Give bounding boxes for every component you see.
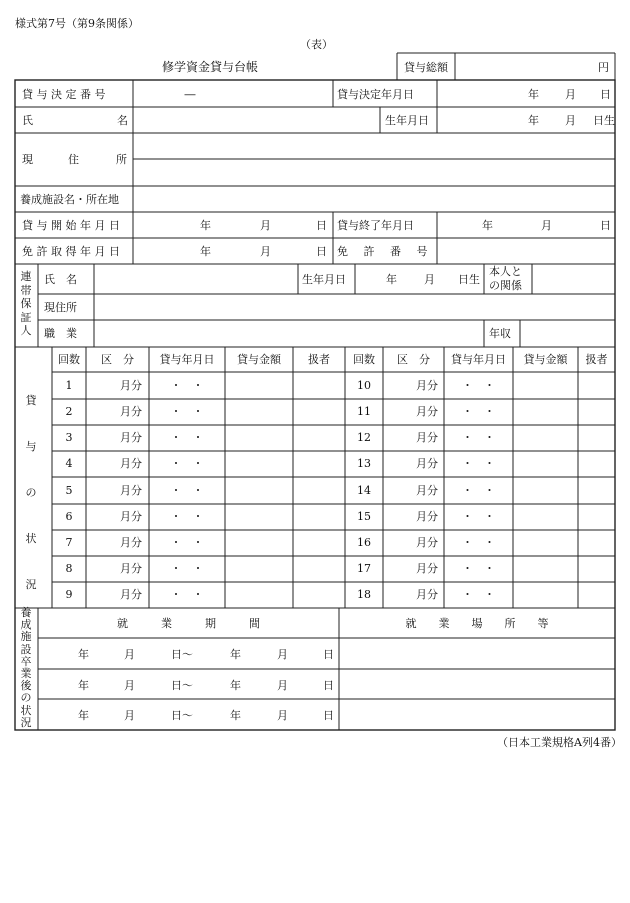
loan-end-month: 月 bbox=[541, 219, 552, 232]
loan-header-amount-right: 貸与金額 bbox=[523, 353, 568, 366]
birthdate-month: 月 bbox=[565, 114, 576, 127]
loan-row-number: 9 bbox=[65, 588, 73, 601]
period-start-day: 日〜 bbox=[171, 709, 193, 722]
loan-month-unit: 月分 bbox=[120, 562, 142, 575]
period-end-month: 月 bbox=[277, 648, 288, 661]
loan-month-unit: 月分 bbox=[416, 457, 438, 470]
employment-place-field[interactable] bbox=[340, 670, 614, 698]
guarantor-income-field[interactable] bbox=[521, 321, 614, 346]
employment-place-field[interactable] bbox=[340, 700, 614, 729]
loan-date-dots: ・ ・ bbox=[462, 588, 495, 601]
loan-row-number: 15 bbox=[357, 510, 371, 523]
loan-date-dots: ・ ・ bbox=[170, 510, 204, 523]
loan-date-dots: ・ ・ bbox=[462, 562, 495, 575]
license-number-label: 免 許 番 号 bbox=[337, 245, 434, 258]
guarantor-birth-month: 月 bbox=[424, 273, 435, 286]
after-graduation-side-label: 養 成 施 設 卒 業 後 の 状 況 bbox=[20, 606, 32, 729]
loan-row-number: 8 bbox=[65, 562, 73, 575]
loan-row-number: 3 bbox=[65, 431, 73, 444]
name-field[interactable] bbox=[134, 108, 379, 132]
birthdate-day: 日生 bbox=[593, 114, 615, 127]
loan-row-number: 10 bbox=[357, 379, 371, 392]
loan-date-dots: ・ ・ bbox=[462, 536, 495, 549]
loan-month-unit: 月分 bbox=[416, 379, 438, 392]
loan-row-number: 4 bbox=[65, 457, 73, 470]
facility-field[interactable] bbox=[134, 187, 614, 211]
decision-date-year: 年 bbox=[528, 88, 539, 101]
loan-start-year: 年 bbox=[200, 219, 211, 232]
guarantor-address-field[interactable] bbox=[95, 295, 614, 319]
loan-start-day: 日 bbox=[316, 219, 327, 232]
loan-month-unit: 月分 bbox=[416, 484, 438, 497]
loan-row-number: 5 bbox=[65, 484, 73, 497]
guarantor-side-label: 連 帯 保 証 人 bbox=[20, 270, 32, 337]
guarantor-birth-day: 日生 bbox=[458, 273, 480, 286]
guarantor-relation-label-1: 本人と bbox=[489, 265, 522, 278]
period-start-year: 年 bbox=[78, 679, 89, 692]
form-title: 修学資金貸与台帳 bbox=[161, 60, 258, 74]
address-label-left: 現 bbox=[22, 153, 33, 166]
total-amount-yen: 円 bbox=[598, 61, 609, 74]
loan-date-dots: ・ ・ bbox=[462, 431, 495, 444]
loan-date-dots: ・ ・ bbox=[462, 457, 495, 470]
period-start-year: 年 bbox=[78, 709, 89, 722]
birthdate-label: 生年月日 bbox=[385, 114, 429, 127]
loan-row-number: 13 bbox=[357, 457, 371, 470]
period-start-year: 年 bbox=[78, 648, 89, 661]
decision-date-label: 貸与決定年月日 bbox=[337, 88, 414, 101]
loan-date-dots: ・ ・ bbox=[170, 379, 204, 392]
guarantor-birth-year: 年 bbox=[386, 273, 397, 286]
loan-header-category-right: 区 分 bbox=[397, 353, 430, 366]
loan-row-number: 6 bbox=[65, 510, 73, 523]
loan-date-dots: ・ ・ bbox=[462, 405, 495, 418]
loan-header-category-left: 区 分 bbox=[101, 353, 134, 366]
form-number: 様式第7号（第9条関係） bbox=[15, 17, 139, 30]
period-end-year: 年 bbox=[230, 648, 241, 661]
loan-date-dots: ・ ・ bbox=[170, 536, 204, 549]
decision-date-month: 月 bbox=[565, 88, 576, 101]
loan-date-dots: ・ ・ bbox=[462, 379, 495, 392]
license-date-year: 年 bbox=[200, 245, 211, 258]
period-end-month: 月 bbox=[277, 709, 288, 722]
period-start-day: 日〜 bbox=[171, 648, 193, 661]
license-date-month: 月 bbox=[260, 245, 271, 258]
loan-start-label: 貸 与 開 始 年 月 日 bbox=[22, 219, 120, 232]
loan-end-label: 貸与終了年月日 bbox=[337, 219, 414, 232]
loan-date-dots: ・ ・ bbox=[462, 484, 495, 497]
loan-row-number: 14 bbox=[357, 484, 371, 497]
paper-size-note: （日本工業規格A列4番） bbox=[497, 736, 622, 749]
guarantor-job-field[interactable] bbox=[95, 321, 483, 346]
guarantor-job-label: 職 業 bbox=[44, 327, 77, 340]
loan-header-count-left: 回数 bbox=[58, 353, 80, 366]
loan-header-amount-left: 貸与金額 bbox=[237, 353, 281, 366]
address-field[interactable] bbox=[134, 134, 614, 185]
loan-month-unit: 月分 bbox=[120, 536, 142, 549]
loan-row-number: 18 bbox=[357, 588, 371, 601]
loan-row-number: 16 bbox=[357, 536, 371, 549]
period-start-day: 日〜 bbox=[171, 679, 193, 692]
loan-header-date-left: 貸与年月日 bbox=[159, 353, 215, 366]
loan-row-number: 7 bbox=[65, 536, 73, 549]
loan-date-dots: ・ ・ bbox=[170, 588, 204, 601]
employment-place-field[interactable] bbox=[340, 639, 614, 668]
front-side-label: （表） bbox=[300, 38, 333, 51]
decision-number-value[interactable]: ― bbox=[184, 88, 196, 101]
period-end-day: 日 bbox=[323, 679, 334, 692]
birthdate-year: 年 bbox=[528, 114, 539, 127]
loan-header-handler-left: 扱者 bbox=[308, 353, 330, 366]
loan-month-unit: 月分 bbox=[416, 562, 438, 575]
loan-end-day: 日 bbox=[600, 219, 611, 232]
decision-number-label: 貸 与 決 定 番 号 bbox=[22, 88, 106, 101]
guarantor-relation-field[interactable] bbox=[533, 265, 614, 293]
guarantor-address-label: 現住所 bbox=[44, 301, 77, 314]
loan-row-number: 11 bbox=[357, 405, 371, 418]
loan-month-unit: 月分 bbox=[120, 588, 142, 601]
period-end-day: 日 bbox=[323, 709, 334, 722]
loan-date-dots: ・ ・ bbox=[170, 484, 204, 497]
loan-status-side-label: 貸 与 の 状 況 bbox=[25, 394, 37, 591]
loan-header-count-right: 回数 bbox=[353, 353, 375, 366]
loan-month-unit: 月分 bbox=[120, 405, 142, 418]
license-number-field[interactable] bbox=[438, 239, 614, 263]
period-end-month: 月 bbox=[277, 679, 288, 692]
license-date-label: 免 許 取 得 年 月 日 bbox=[22, 245, 120, 258]
license-date-day: 日 bbox=[316, 245, 327, 258]
loan-month-unit: 月分 bbox=[120, 379, 142, 392]
period-start-month: 月 bbox=[124, 709, 135, 722]
loan-end-year: 年 bbox=[482, 219, 493, 232]
period-end-year: 年 bbox=[230, 709, 241, 722]
loan-start-month: 月 bbox=[260, 219, 271, 232]
loan-month-unit: 月分 bbox=[416, 405, 438, 418]
loan-month-unit: 月分 bbox=[416, 588, 438, 601]
guarantor-birth-label: 生年月日 bbox=[302, 273, 346, 286]
period-start-month: 月 bbox=[124, 648, 135, 661]
name-label-right: 名 bbox=[117, 114, 128, 127]
facility-label: 養成施設名・所在地 bbox=[20, 193, 119, 206]
period-start-month: 月 bbox=[124, 679, 135, 692]
loan-date-dots: ・ ・ bbox=[170, 562, 204, 575]
address-label-right: 所 bbox=[116, 153, 127, 166]
loan-month-unit: 月分 bbox=[120, 457, 142, 470]
guarantor-name-label: 氏 名 bbox=[44, 273, 77, 286]
loan-month-unit: 月分 bbox=[416, 510, 438, 523]
loan-row-number: 2 bbox=[65, 405, 73, 418]
guarantor-income-label: 年収 bbox=[489, 327, 511, 340]
employment-period-header: 就 業 期 間 bbox=[117, 617, 260, 630]
decision-date-day: 日 bbox=[600, 88, 611, 101]
name-label-left: 氏 bbox=[22, 114, 33, 127]
loan-header-handler-right: 扱者 bbox=[585, 353, 608, 366]
loan-month-unit: 月分 bbox=[120, 431, 142, 444]
guarantor-relation-label-2: の関係 bbox=[489, 279, 522, 292]
loan-row-number: 12 bbox=[357, 431, 371, 444]
loan-row-number: 17 bbox=[357, 562, 371, 575]
loan-month-unit: 月分 bbox=[120, 510, 142, 523]
period-end-day: 日 bbox=[323, 648, 334, 661]
period-end-year: 年 bbox=[230, 679, 241, 692]
loan-header-date-right: 貸与年月日 bbox=[451, 353, 506, 366]
address-label-mid: 住 bbox=[68, 153, 79, 166]
loan-month-unit: 月分 bbox=[120, 484, 142, 497]
employment-place-header: 就 業 場 所 等 bbox=[405, 617, 549, 630]
total-amount-field[interactable] bbox=[456, 54, 596, 79]
loan-month-unit: 月分 bbox=[416, 431, 438, 444]
total-amount-label: 貸与総額 bbox=[404, 61, 448, 74]
loan-row: 1 bbox=[65, 379, 73, 392]
loan-date-dots: ・ ・ bbox=[170, 431, 204, 444]
loan-date-dots: ・ ・ bbox=[170, 405, 204, 418]
loan-date-dots: ・ ・ bbox=[462, 510, 495, 523]
guarantor-name-field[interactable] bbox=[95, 265, 297, 293]
loan-month-unit: 月分 bbox=[416, 536, 438, 549]
loan-date-dots: ・ ・ bbox=[170, 457, 204, 470]
